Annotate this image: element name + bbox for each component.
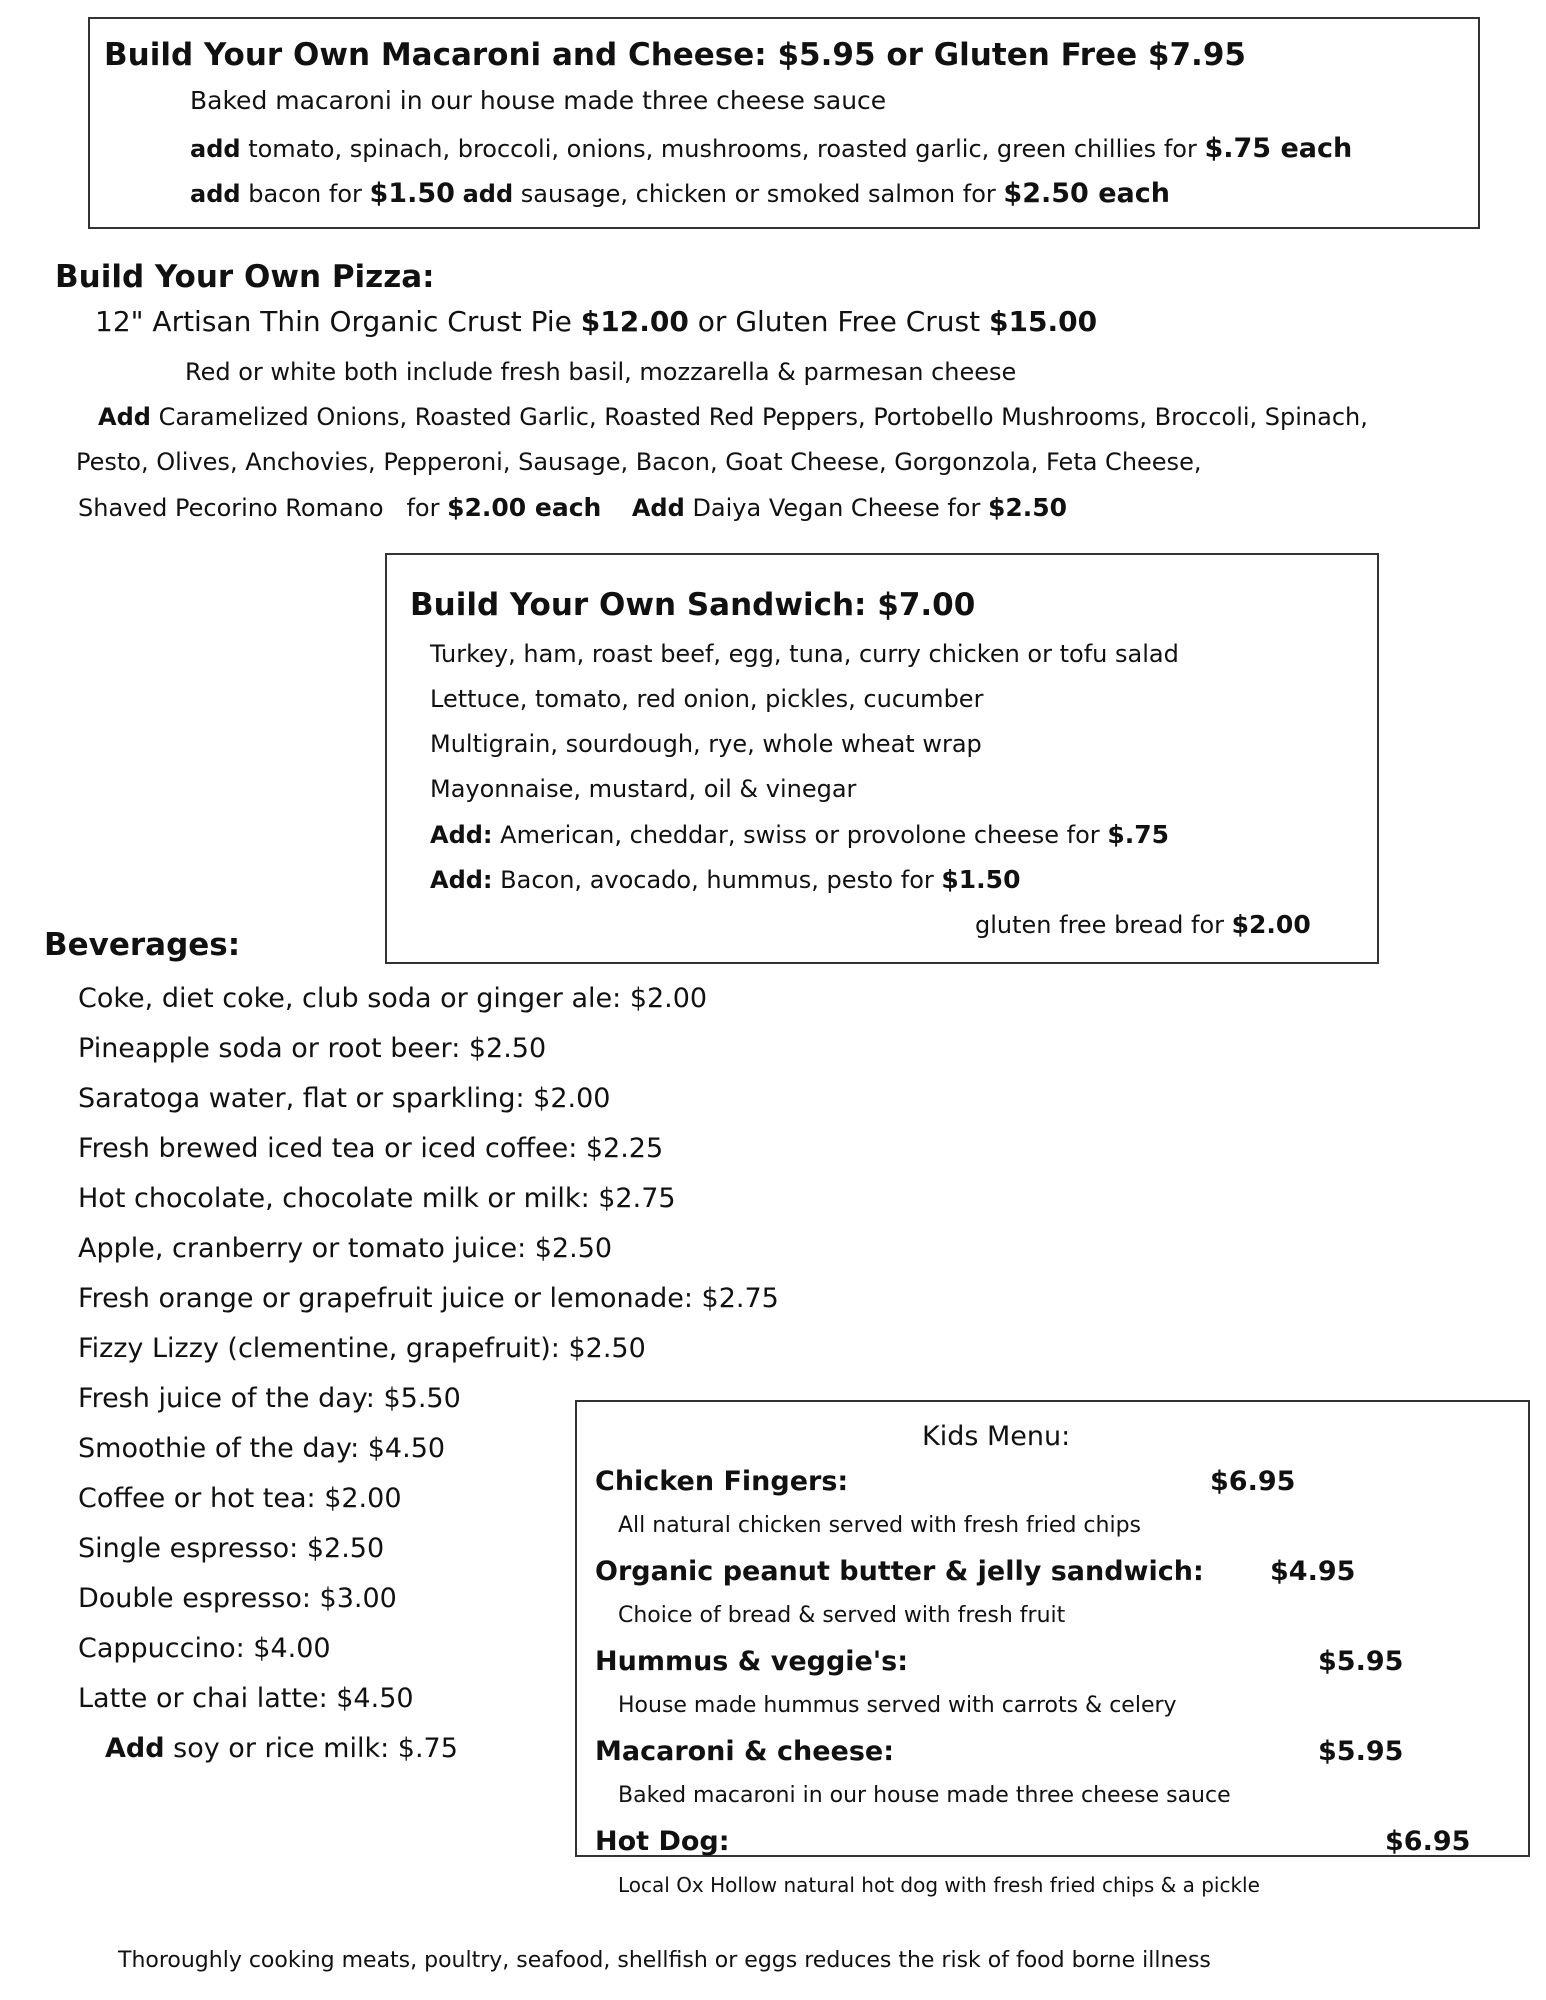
sandwich-add-label: Add: [430, 821, 493, 849]
sandwich-breads: Multigrain, sourdough, rye, whole wheat wrap [430, 730, 982, 758]
beverage-add-word: Add [105, 1733, 165, 1764]
beverage-item: Coffee or hot tea: $2.00 [78, 1483, 402, 1514]
beverage-item: Single espresso: $2.50 [78, 1533, 385, 1564]
sandwich-extras-line [430, 867, 1020, 892]
sandwich-title-line [410, 587, 976, 623]
mac-addons-1-price: $.75 each [1204, 133, 1353, 164]
mac-bacon-price: $1.50 [369, 178, 455, 209]
beverage-item: Double espresso: $3.00 [78, 1583, 397, 1614]
pizza-or: or [697, 305, 727, 338]
kids-item-price: $5.95 [1318, 1736, 1404, 1767]
mac-desc: Baked macaroni in our house made three cheese sauce [190, 86, 887, 115]
sandwich-extras-text: Bacon, avocado, hummus, pesto for [500, 866, 934, 894]
food-safety-warning: Thoroughly cooking meats, poultry, seafood, shellfish or eggs reduces the risk of food borne illness [118, 1948, 1211, 1973]
beverage-item: Fresh juice of the day: $5.50 [78, 1383, 461, 1414]
mac-gf-label: Gluten Free [933, 37, 1138, 73]
sandwich-title: Build Your Own Sandwich: [410, 587, 867, 623]
beverage-item: Hot chocolate, chocolate milk or milk: $2.75 [78, 1183, 676, 1214]
kids-item-desc: Baked macaroni in our house made three cheese sauce [618, 1783, 1231, 1808]
pizza-toppings-3-line [78, 495, 1067, 520]
beverage-item: Apple, cranberry or tomato juice: $2.50 [78, 1233, 613, 1264]
pizza-each-price: $2.00 each [447, 493, 602, 522]
mac-title-line [104, 37, 1246, 73]
beverages-title: Beverages: [44, 927, 241, 963]
mac-price: $5.95 [777, 37, 876, 73]
mac-addons-1-text: tomato, spinach, broccoli, onions, mushrooms, roasted garlic, green chillies for [248, 135, 1197, 163]
sandwich-add-label-2: Add: [430, 866, 493, 894]
pizza-toppings-3: Shaved Pecorino Romano [78, 494, 384, 522]
pizza-gf-price: $15.00 [989, 305, 1098, 338]
kids-item-name: Hot Dog: [595, 1826, 730, 1857]
pizza-crust-line [95, 305, 1098, 338]
sandwich-extras-price: $1.50 [941, 865, 1021, 894]
pizza-crust-text: 12" Artisan Thin Organic Crust Pie [95, 305, 572, 338]
pizza-toppings-1-line [98, 405, 1368, 429]
pizza-vegan-price: $2.50 [987, 493, 1068, 522]
sandwich-veggies: Lettuce, tomato, red onion, pickles, cucumber [430, 685, 984, 713]
kids-item-name: Chicken Fingers: [595, 1466, 849, 1497]
beverage-item: Fizzy Lizzy (clementine, grapefruit): $2.50 [78, 1333, 646, 1364]
beverage-item: Latte or chai latte: $4.50 [78, 1683, 414, 1714]
pizza-add-word-2: Add [631, 494, 685, 522]
kids-item-price: $6.95 [1385, 1826, 1471, 1857]
pizza-desc: Red or white both include fresh basil, mozzarella & parmesan cheese [185, 358, 1017, 386]
beverage-item: Cappuccino: $4.00 [78, 1633, 331, 1664]
mac-add-word-2: add [190, 180, 241, 208]
beverage-item: Coke, diet coke, club soda or ginger ale: $2.00 [78, 983, 708, 1014]
kids-item-name: Hummus & veggie's: [595, 1646, 908, 1677]
mac-add-word: add [190, 135, 241, 163]
mac-addons-2-text: sausage, chicken or smoked salmon for [520, 180, 996, 208]
pizza-title: Build Your Own Pizza: [55, 259, 435, 295]
pizza-add-word: Add [98, 403, 151, 431]
sandwich-cheese-text: American, cheddar, swiss or provolone cheese for [500, 821, 1100, 849]
beverage-item: Saratoga water, flat or sparkling: $2.00 [78, 1083, 611, 1114]
kids-item-desc: Choice of bread & served with fresh fruit [618, 1603, 1066, 1628]
pizza-vegan-text: Daiya Vegan Cheese for [692, 494, 981, 522]
mac-addons-1 [190, 135, 1352, 162]
mac-addons-2-price: $2.50 each [1003, 178, 1170, 209]
beverage-item: Smoothie of the day: $4.50 [78, 1433, 446, 1464]
sandwich-proteins: Turkey, ham, roast beef, egg, tuna, curry chicken or tofu salad [430, 640, 1179, 668]
beverage-item: Fresh brewed iced tea or iced coffee: $2.25 [78, 1133, 664, 1164]
sandwich-gf-line [975, 912, 1311, 937]
kids-item-desc: House made hummus served with carrots & celery [618, 1693, 1177, 1718]
sandwich-condiments: Mayonnaise, mustard, oil & vinegar [430, 775, 857, 803]
kids-item-desc: Local Ox Hollow natural hot dog with fresh fried chips & a pickle [618, 1873, 1260, 1897]
kids-item-price: $6.95 [1210, 1466, 1296, 1497]
sandwich-gf-price: $2.00 [1231, 910, 1311, 939]
pizza-toppings-2: Pesto, Olives, Anchovies, Pepperoni, Sausage, Bacon, Goat Cheese, Gorgonzola, Feta Cheese, [76, 448, 1202, 476]
sandwich-cheese-price: $.75 [1107, 820, 1169, 849]
pizza-gf-text: Gluten Free Crust [735, 305, 981, 338]
pizza-crust-price: $12.00 [580, 305, 689, 338]
mac-title: Build Your Own Macaroni and Cheese: [104, 37, 767, 73]
kids-menu-title: Kids Menu: [922, 1421, 1071, 1452]
kids-item-desc: All natural chicken served with fresh fried chips [618, 1513, 1142, 1538]
beverage-milk-line [105, 1735, 458, 1762]
sandwich-cheese-line [430, 822, 1169, 847]
mac-gf-price: $7.95 [1147, 37, 1246, 73]
pizza-toppings-1: Caramelized Onions, Roasted Garlic, Roasted Red Peppers, Portobello Mushrooms, Broccoli, Spinach, [158, 403, 1368, 431]
beverage-item: Fresh orange or grapefruit juice or lemonade: $2.75 [78, 1283, 779, 1314]
beverage-item: Pineapple soda or root beer: $2.50 [78, 1033, 547, 1064]
mac-bacon-text: bacon for [248, 180, 362, 208]
pizza-for-word: for [406, 494, 440, 522]
sandwich-gf-text: gluten free bread for [975, 911, 1224, 939]
beverage-milk-text: soy or rice milk: $.75 [173, 1733, 458, 1764]
sandwich-price: $7.00 [877, 587, 976, 623]
kids-item-name: Organic peanut butter & jelly sandwich: [595, 1556, 1204, 1587]
mac-add-word-3: add [462, 180, 514, 208]
kids-item-name: Macaroni & cheese: [595, 1736, 895, 1767]
mac-or: or [886, 37, 923, 73]
kids-item-price: $5.95 [1318, 1646, 1404, 1677]
kids-item-price: $4.95 [1270, 1556, 1356, 1587]
mac-addons-2 [190, 180, 1170, 207]
